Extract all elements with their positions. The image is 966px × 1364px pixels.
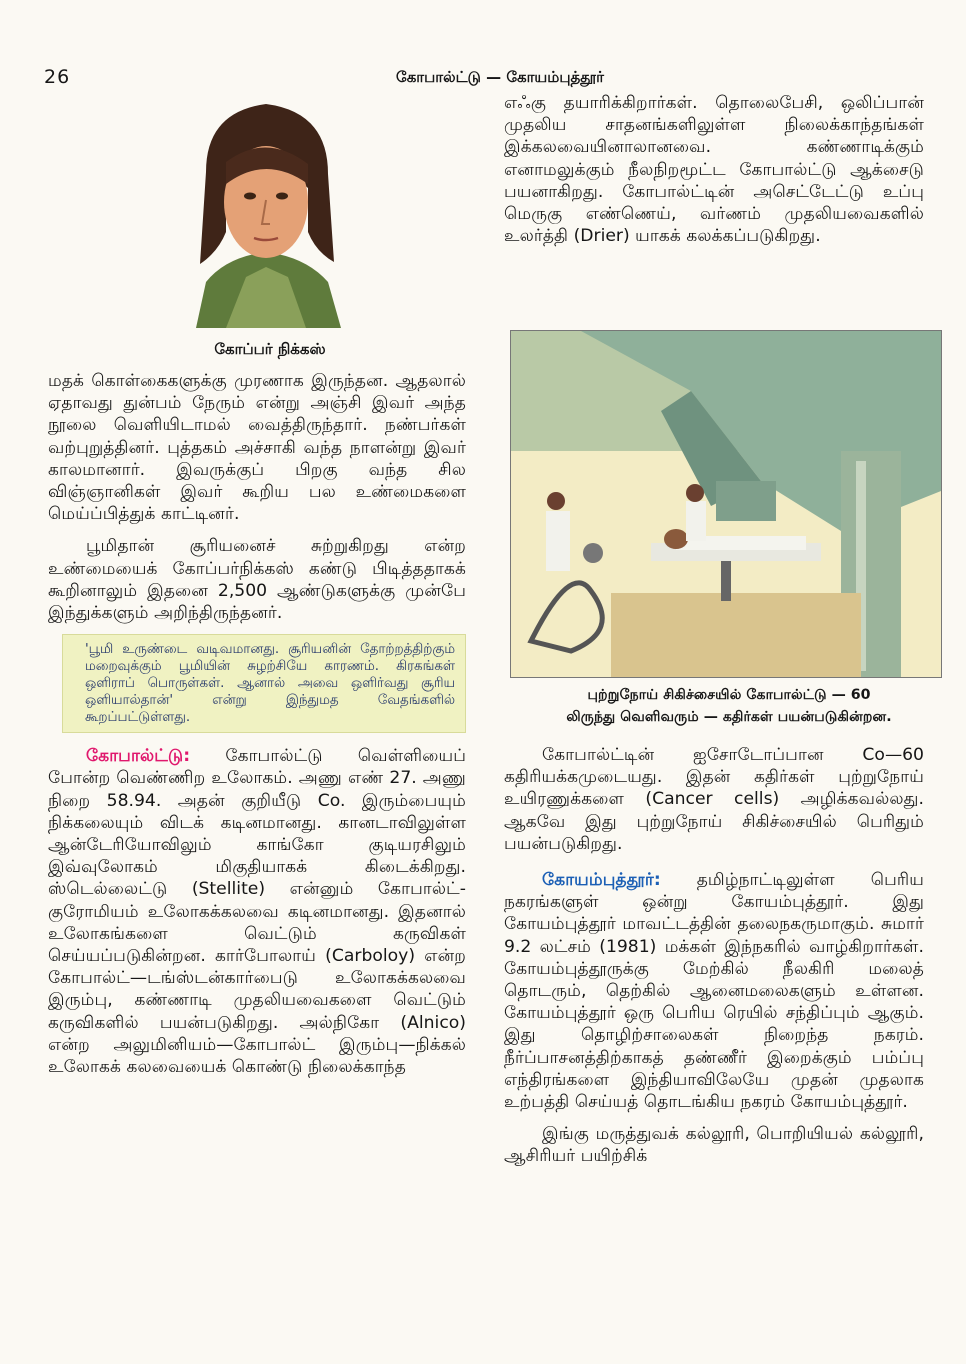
cobalt-therapy-illustration: [510, 330, 942, 678]
vedic-quote-box: 'பூமி உருண்டை வடிவமானது. சூரியனின் தோற்றத்திற்கும் மறைவுக்கும் பூமியின் சுழற்சியே காரணம். கிரகங்கள் ஒளிராப் பொருள்கள். ஆனால் அவை ஒளிர்வது சூரிய ஒளியால்தான்' என்று இந்துமத வேதங்களில் கூறப்பட்டுள்ளது.: [62, 634, 466, 733]
illustration-caption-line1: புற்றுநோய் சிகிச்சையில் கோபால்ட்டு — 60: [587, 687, 871, 703]
coimbatore-text: தமிழ்நாட்டிலுள்ள பெரிய நகரங்களுள் ஒன்று கோயம்புத்தூர். இது கோயம்புத்தூர் மாவட்டத்தின் தலைநகருமாகும். சுமார் 9.2 லட்சம் (1981) மக்கள் இந்நகரில் வாழ்கிறார்கள். கோயம்புத்தூருக்கு மேற்கில் நீலகிரி மலைத் தொடரும், தெற்கில் ஆனைமலைகளும் உள்ளன. கோயம்புத்தூர் ஒரு பெரிய ரெயில் சந்திப்பும் ஆகும். இது தொழிற்சாலைகள் நிறைந்த நகரம். நீர்ப்பாசனத்திற்காகத் தண்ணீர் இறைக்கும் பம்ப்பு எந்திரங்களை இந்தியாவிலேயே முதன் முதலாக உற்பத்தி செய்யத் தொடங்கிய நகரம் கோயம்புத்தூர்.: [504, 870, 925, 1113]
coimbatore-entry: [504, 869, 924, 1113]
right-column-top: [504, 92, 924, 257]
paragraph-heliocentric: பூமிதான் சூரியனைச் சுற்றுகிறது என்ற உண்மையைக் கோப்பர்நிக்கஸ் கண்டு பிடித்ததாகக் கூறினாலும் இதனை 2,500 ஆண்டுகளுக்கு முன்பே இந்துக்களும் அறிந்திருந்தனர்.: [48, 536, 466, 624]
page-number: 26: [44, 66, 71, 88]
cobalt-heading: கோபால்ட்டு:: [86, 746, 191, 767]
paragraph-alloy-uses: எஃகு தயாரிக்கிறார்கள். தொலைபேசி, ஒலிப்பான் முதலிய சாதனங்களிலுள்ள நிலைக்காந்தங்கள் இக்கலவையினாலானவை. கண்ணாடிக்கும் எனாமலுக்கும் நீலநிறமூட்ட கோபால்ட்டு ஆக்சைடு பயனாகிறது. கோபால்ட்டின் அசெட்டேட்டு உப்பு மெருகு எண்ணெய், வர்ணம் முதலியவைகளில் உலர்த்தி (Drier) யாகக் கலக்கப்படுகிறது.: [504, 93, 924, 247]
paragraph-copernicus: மதக் கொள்கைகளுக்கு முரணாக இருந்தன. ஆதலால் ஏதாவது துன்பம் நேரும் என்று அஞ்சி இவர் அந்த நூலை வெளியிடாமல் வைத்திருந்தார். நண்பர்கள் வற்புறுத்தினர். புத்தகம் அச்சாகி வந்த நாளன்று இவர் காலமானார். இவருக்குப் பிறகு வந்த சில விஞ்ஞானிகள் இவர் கூறிய பல உண்மைகளை மெய்ப்பித்துக் காட்டினர்.: [48, 371, 466, 525]
illustration-caption: [504, 684, 954, 728]
paragraph-colleges: இங்கு மருத்துவக் கல்லூரி, பொறியியல் கல்லூரி, ஆசிரியர் பயிற்சிக்: [504, 1124, 924, 1167]
cobalt-entry: [48, 745, 466, 1078]
left-column: [48, 370, 466, 1088]
portrait-caption: கோப்பர் நிக்கஸ்: [214, 340, 326, 358]
right-column-bottom: [504, 744, 924, 1178]
running-header: கோபால்ட்டு — கோயம்புத்தூர்: [396, 68, 604, 86]
cobalt-text: கோபால்ட்டு வெள்ளியைப் போன்ற வெண்ணிற உலோகம். அணு எண் 27. அணு நிறை 58.94. அதன் குறியீடு Co. இரும்பையும் நிக்கலையும் விடக் கடினமானது. கானடாவிலுள்ள ஆன்டேரியோவிலும் காங்கோ குடியரசிலும் இவ்வுலோகம் மிகுதியாகக் கிடைக்கிறது. ஸ்டெல்லைட்டு (Stellite) என்னும் கோபால்ட்-குரோமியம் உலோகக்கலவை கடினமானது. இதனால் உலோகங்களை வெட்டும் கருவிகள் செய்யப்படுகின்றன. கார்போலாய் (Carboloy) என்ற கோபால்ட்—டங்ஸ்டன்கார்பைடு உலோகக்கலவை இரும்பு, கண்ணாடி முதலியவைகளை வெட்டும் கருவிகளில் பயன்படுகிறது. அல்நிகோ (Alnico) என்ற அலுமினியம்—கோபால்ட் இரும்பு—நிக்கல் உலோகக் கலவையைக் கொண்டு நிலைக்காந்த: [48, 746, 466, 1078]
coimbatore-heading: கோயம்புத்தூர்:: [542, 870, 661, 891]
copernicus-portrait-image: [166, 92, 366, 328]
paragraph-cobalt-60: கோபால்ட்டின் ஐசோடோப்பான Co—60 கதிரியக்கமுடையது. இதன் கதிர்கள் புற்றுநோய் உயிரணுக்களை (Cancer cells) அழிக்கவல்லது. ஆகவே இது புற்றுநோய் சிகிச்சையில் பெரிதும் பயன்படுகிறது.: [504, 745, 924, 854]
illustration-caption-line2: லிருந்து வெளிவரும் — கதிர்கள் பயன்படுகின்றன.: [566, 709, 892, 725]
